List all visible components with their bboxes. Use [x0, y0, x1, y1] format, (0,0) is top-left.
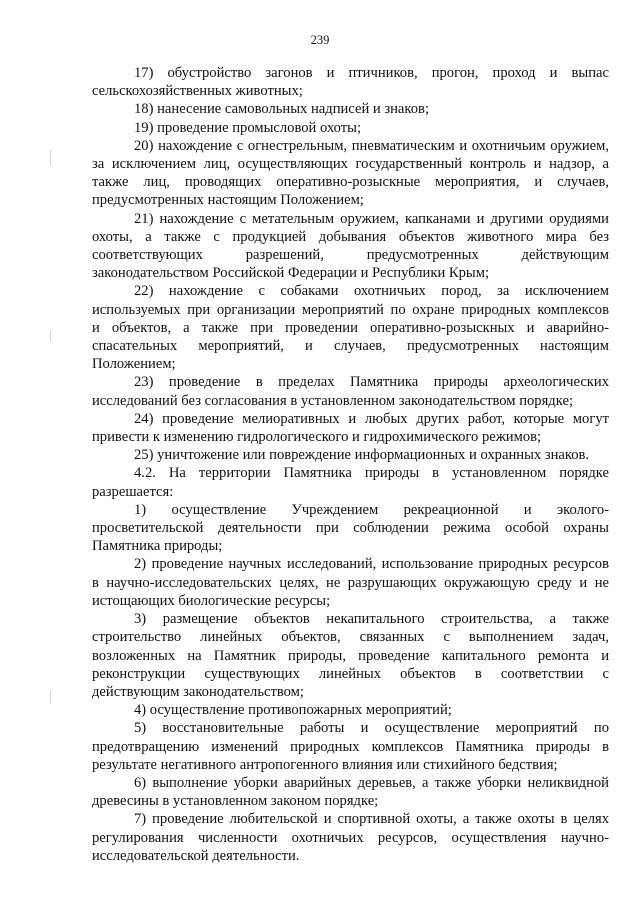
text-line: 19) проведение промысловой охоты; [134, 119, 362, 136]
text-line: реконструкции существующих линейных объектов в соответствии с [92, 665, 609, 682]
text-line: 17) обустройство загонов и птичников, прогон, проход и выпас [134, 65, 609, 81]
text-line: 6) выполнение уборки аварийных деревьев, а также уборки неликвидной [134, 774, 609, 791]
text-line: регулирования численности охотничьих ресурсов, осуществления научно- [92, 829, 609, 846]
text-line: сельскохозяйственных животных; [92, 83, 303, 100]
text-line: в научно-исследовательских целях, не разрушающих окружающую среду и не [92, 574, 609, 591]
text-line: 1) осуществление Учреждением рекреационной и эколого- [134, 501, 609, 518]
text-line: 22) нахождение с собаками охотничьих пород, за исключением [134, 283, 609, 300]
text-line: за исключением лиц, осуществляющих государственный контроль и надзор, а [92, 156, 609, 173]
text-line: Памятника природы; [92, 538, 223, 555]
text-line: строительство линейных объектов, связанных с выполнением задач, [92, 629, 609, 646]
text-line: 4.2. На территории Памятника природы в установленном порядке [134, 465, 609, 482]
scan-artifact [50, 690, 51, 704]
text-line: исследований без согласования в установленном законодательством порядке; [92, 392, 573, 409]
text-line: соответствующих разрешений, предусмотренных действующим [92, 247, 609, 264]
text-line: исследовательской деятельности. [92, 847, 300, 864]
text-line: результате негативного антропогенного влияния или стихийного бедствия; [92, 756, 558, 773]
text-line: просветительской деятельности при соблюдении режима особой охраны [92, 520, 609, 537]
text-line: используемых при организации мероприятий по охране природных комплексов [92, 301, 609, 318]
text-line: 21) нахождение с метательным оружием, капканами и другими орудиями [134, 210, 609, 227]
scan-artifact [50, 150, 51, 166]
scan-artifact [50, 330, 51, 342]
text-line: охоты, а также с продукцией добывания объектов животного мира без [92, 228, 609, 245]
document-body [92, 64, 609, 865]
page-number: 239 [310, 33, 330, 47]
text-line: 23) проведение в пределах Памятника природы археологических [134, 374, 609, 391]
text-line: 2) проведение научных исследований, использование природных ресурсов [134, 556, 609, 573]
text-line: спасательных мероприятий, и случаев, предусмотренных настоящим [92, 338, 609, 355]
text-line: также лиц, проводящих оперативно-розыскные мероприятия, и случаев, [92, 174, 609, 191]
text-line: действующим законодательством; [92, 683, 304, 700]
text-line: привести к изменению гидрологического и гидрохимического режимов; [92, 429, 542, 446]
text-line: предусмотренных настоящим Положением; [92, 192, 364, 209]
text-line: разрешается: [92, 483, 174, 500]
text-line: древесины в установленном законом порядке; [92, 793, 379, 810]
text-line: 3) размещение объектов некапитального строительства, а также [134, 611, 609, 628]
text-line: 5) восстановительные работы и осуществление мероприятий по [134, 720, 609, 737]
text-line: истощающих биологические ресурсы; [92, 592, 331, 609]
text-line: и объектов, а также при проведении оперативно-розыскных и аварийно- [92, 319, 609, 336]
text-line: 20) нахождение с огнестрельным, пневматическим и охотничьим оружием, [134, 137, 609, 154]
text-line: 18) нанесение самовольных надписей и знаков; [134, 101, 430, 118]
text-line: Положением; [92, 356, 176, 373]
text-line: 7) проведение любительской и спортивной охоты, а также охоты в целях [134, 811, 609, 828]
text-line: 4) осуществление противопожарных мероприятий; [134, 702, 452, 719]
text-line: 24) проведение мелиоративных и любых других работ, которые могут [134, 410, 609, 427]
text-line: предотвращению изменений природных комплексов Памятника природы в [92, 738, 609, 755]
text-line: возложенных на Памятник природы, проведение капитального ремонта и [92, 647, 609, 664]
text-line: законодательством Российской Федерации и Республики Крым; [92, 265, 490, 282]
text-line: 25) уничтожение или повреждение информационных и охранных знаков. [134, 447, 590, 464]
